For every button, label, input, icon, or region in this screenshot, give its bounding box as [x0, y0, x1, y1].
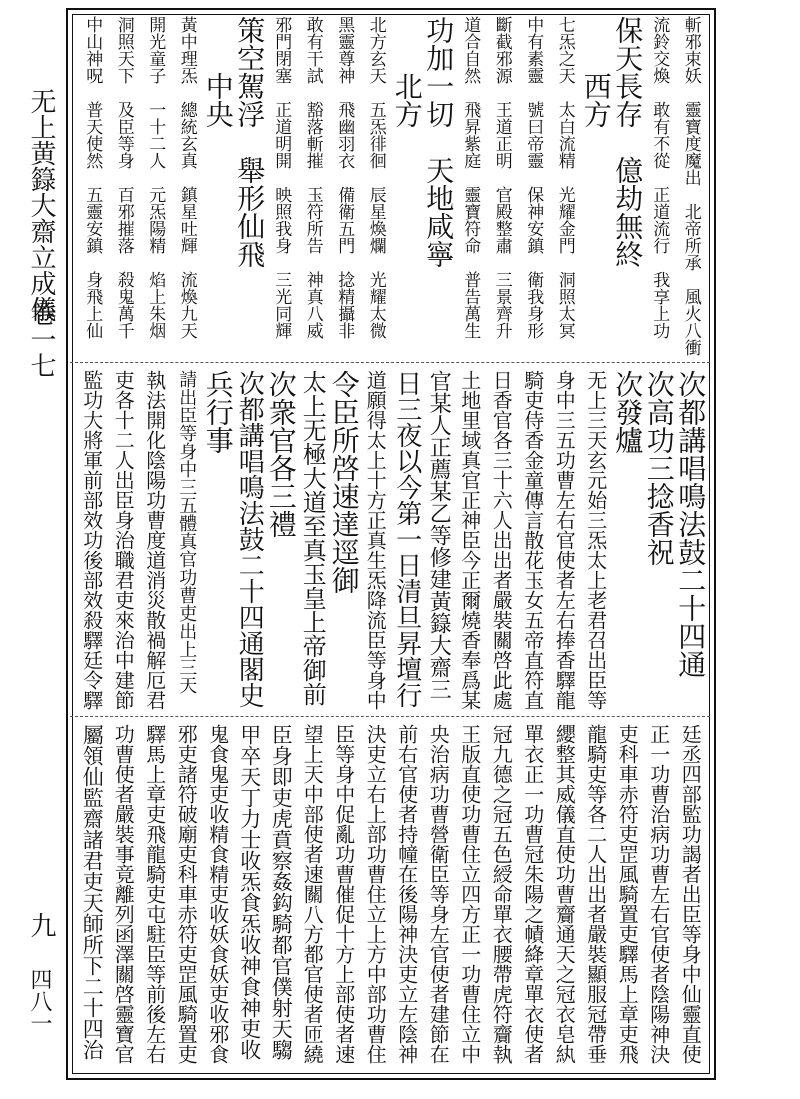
section-divider [70, 716, 710, 717]
page-number-left: 九 [26, 912, 56, 938]
text-column: 邪門閉塞 正道明開 映照我身 三光同輝 [271, 16, 292, 339]
text-column: 監功大將軍前部效功後部效殺驛廷令驛 [79, 370, 104, 710]
text-column: 央治病功曹營衛臣等身左官使者建節在 [426, 724, 451, 1064]
text-column: 請出臣等身中三五體真官功曹吏出上三天 [176, 370, 198, 694]
text-column: 中有素靈 號曰帝靈 保神安鎮 衛我身形 [523, 16, 544, 339]
text-column: 功曹使者嚴裝事竟離列函澤關啓靈寶官 [111, 724, 136, 1064]
book-title: 无上黄籙大齋立成儀 [26, 88, 56, 322]
text-column: 纓整其威儀直使功曹齎通天之冠衣皂紈 [552, 724, 577, 1064]
page-number-right: 四八一 [27, 968, 52, 1034]
text-column: 龍騎吏等各二人出出者嚴裝顯服冠帶垂 [583, 724, 608, 1064]
text-column: 道願得太上十方正真生炁降流臣等身中 [363, 370, 388, 710]
text-column: 土地里域真官正神臣今正爾燒香奉爲某 [457, 370, 482, 710]
text-column: 單衣正一功曹冠朱陽之幘絳章單衣使者 [520, 724, 545, 1064]
text-column: 北方玄天 五炁徘徊 辰星煥爛 光耀太微 [365, 16, 386, 339]
text-column: 流鈴交煥 敢有不從 正道流行 我享上功 [649, 16, 670, 339]
volume-label: 卷一七 [26, 300, 56, 378]
text-column: 斷截邪源 王道正明 官殿整肅 三景齊升 [491, 16, 512, 339]
text-column: 北方 [390, 16, 424, 128]
text-column: 中央 [201, 16, 235, 128]
text-column: 道合自然 飛昇紫庭 靈寶符命 普告萬生 [460, 16, 481, 339]
text-column: 日香官各三十六人出出者嚴裝關啓此處 [489, 370, 514, 710]
text-column: 策空駕浮 舉形仙飛 [233, 16, 267, 268]
text-column: 望上天中部使者速關八方都官使者匝繞 [300, 724, 325, 1064]
text-column: 屬領仙監齋諸君吏天師所下二十四治 [80, 724, 105, 1060]
text-column: 敢有干試 豁落斬摧 玉符所告 神真八威 [302, 16, 323, 339]
text-column: 次都講唱鳴法鼓二十四通 [674, 370, 708, 678]
text-column: 開光童子 一十二人 元炁陽精 焰上朱烟 [145, 16, 166, 339]
section-divider [70, 362, 710, 363]
text-column: 決吏立右上部功曹住立上方中部功曹住 [363, 724, 388, 1064]
text-column: 鬼食鬼吏收精食精吏收妖食妖吏收邪食 [205, 724, 230, 1064]
text-column: 官某人正薦某乙等修建黃籙大齋三 [426, 370, 452, 700]
text-column: 功加一切 天地咸寧 [422, 16, 456, 268]
text-column: 甲卒天丁力士收炁食炁收神食神吏收 [237, 724, 262, 1060]
text-column: 驛馬上章吏飛龍騎吏屯駐臣等前後左右 [142, 724, 167, 1064]
text-column: 廷丞四部監功謁者出臣等身中仙靈直使 [678, 724, 703, 1064]
text-column: 王版直使功曹住立四方正一功曹住立中 [457, 724, 482, 1064]
text-column: 冠九德之冠五色綬命單衣腰帶虎符齎執 [489, 724, 514, 1064]
text-column: 保天長存 億劫無終 [611, 16, 645, 268]
text-column: 邪吏諸符破廟吏科車赤符吏罡風騎置吏 [174, 724, 199, 1064]
text-column: 日三夜以今第一日清旦昇壇行 [391, 370, 422, 708]
text-column: 西方 [579, 16, 613, 128]
text-column: 正一功曹治病功曹左右官使者陰陽神決 [646, 724, 671, 1064]
text-column: 令臣所啓速達逕御 [327, 370, 361, 594]
text-column: 執法開化陰陽功曹度道消災散禍解厄君 [142, 370, 167, 710]
text-column: 騎吏侍香金童傳言散花玉女五帝直符直 [520, 370, 545, 710]
text-column: 次衆官各三禮 [264, 370, 298, 538]
text-column: 黃中理炁 總統玄真 鎮星吐輝 流煥九天 [176, 16, 197, 339]
text-column: 中山神呪 普天使然 五靈安鎮 身飛上仙 [82, 16, 103, 339]
text-column: 身中三五功曹左右官使者左右捧香驛龍 [552, 370, 577, 710]
text-column: 臣身即吏虎賁察姦鈎騎都官僕射天騶 [269, 724, 294, 1060]
text-column: 洞照天下 及臣等身 百邪摧落 殺鬼萬千 [113, 16, 134, 339]
text-column: 斬邪束妖 靈寶度魔出 北帝所承 風火八衝 [680, 16, 701, 356]
text-column: 前右官使者持幢在後陽神決吏立左陰神 [394, 724, 419, 1064]
text-column: 吏科車赤符吏罡風騎置吏驛馬上章吏飛 [615, 724, 640, 1064]
text-column: 无上三天玄元始三炁太上老君召出臣等 [583, 370, 608, 710]
text-column: 吏各十二人出臣身治職君吏來治中建節 [111, 370, 136, 710]
text-column: 臣等身中促亂功曹催促十方上部使者速 [331, 724, 356, 1064]
text-column: 黑靈尊神 飛幽羽衣 備衛五門 捻精攝非 [334, 16, 355, 339]
text-column: 次高功三捻香祝 [642, 370, 676, 566]
text-column: 兵行事 [201, 370, 235, 454]
text-column: 七炁之天 太白流精 光耀金門 洞照太冥 [554, 16, 575, 339]
text-column: 次發爐 [611, 370, 645, 454]
text-column: 次都講唱鳴法鼓二十四通閣史 [234, 370, 265, 708]
text-column: 太上无極大道至真玉皇上帝御前 [298, 370, 327, 706]
